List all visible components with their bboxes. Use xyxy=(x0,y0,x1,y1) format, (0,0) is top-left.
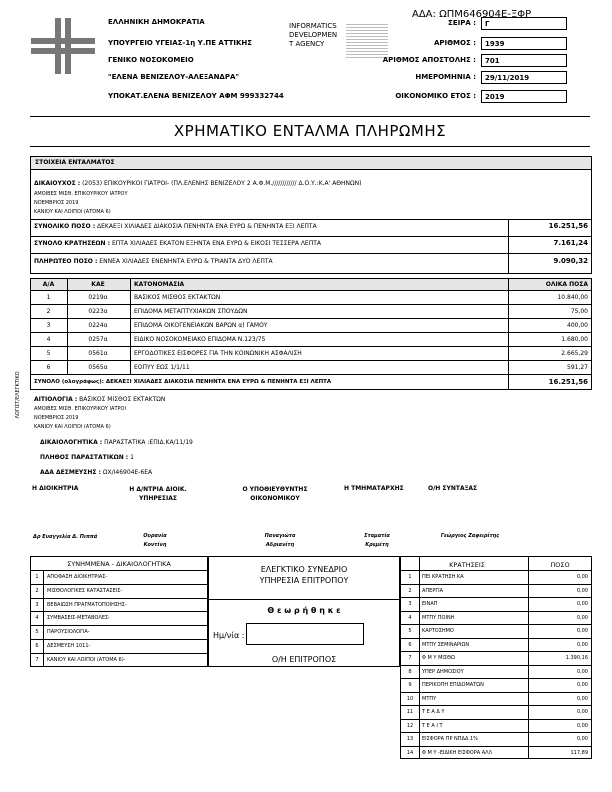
deduction-row-amount: 0,00 xyxy=(576,641,588,648)
deduction-row-number: 3 xyxy=(408,601,412,607)
doc-row-text: ΒΕΒΑΙΩΣΗ ΠΡΑΓΜΑΤΟΠΟΙΗΣΗΣ- xyxy=(47,601,127,608)
deductions-header-amount: ΠΟΣΟ xyxy=(550,561,570,569)
items-row-aa: 2 xyxy=(46,308,51,315)
doc-row-divider xyxy=(30,639,208,640)
deduction-row-amount: 1.390,16 xyxy=(565,655,588,661)
field-arithmos-value: 1939 xyxy=(481,37,567,50)
deduction-row-name: ΠΕΙ ΚΡΑΤΗΣΗ ΚΑ xyxy=(422,574,464,580)
field-apostoli-value: 701 xyxy=(481,54,567,67)
deduction-row-name: ΠΕΡΙΚΟΠΗ ΕΠΙΔΟΜΑΤΩΝ xyxy=(422,682,484,688)
items-row-divider xyxy=(30,304,592,305)
field-date-label: ΗΜΕΡΟΜΗΝΙΑ : xyxy=(415,73,476,81)
deduction-row-name: Τ Ε Α Δ Υ xyxy=(422,709,445,715)
total-row-3 xyxy=(34,258,504,265)
header-line-4: "ΕΛΕΝΑ ΒΕΝΙΖΕΛΟΥ-ΑΛΕΞΑΝΔΡΑ" xyxy=(108,73,240,81)
supporting-docs-title: ΣΥΝΗΜΜΕΝΑ - ΔΙΚΑΙΟΛΟΓΗΤΙΚΑ xyxy=(67,560,171,568)
audit-line-1: ΕΛΕΓΚΤΙΚΟ ΣΥΝΕΔΡΙΟ xyxy=(260,565,348,574)
deduction-row-amount: 0,00 xyxy=(576,614,588,621)
deduction-row-divider xyxy=(400,597,592,598)
details-line-1: ΑΜΟΙΒΕΣ ΜΙΣΘ. ΕΠΙΚΟΥΡΙΚΟΥ ΙΑΤΡΟΥ xyxy=(34,191,128,197)
name-adrianiti: Παναγιώτα Αδριανίτη xyxy=(264,533,296,548)
deduction-row-name: Φ Μ Υ ΜΙΣΘΩ xyxy=(422,655,455,661)
doc-row-number: 6 xyxy=(35,643,39,649)
deductions-header-name: ΚΡΑΤΗΣΕΙΣ xyxy=(449,561,485,569)
items-row-aa: 6 xyxy=(46,364,51,371)
items-row-kae: 0219α xyxy=(88,294,108,301)
deduction-row-divider xyxy=(400,705,592,706)
items-row-name: ΕΟΠΥΥ ΕΩΣ 1/1/11 xyxy=(134,364,190,371)
items-row-kae: 0224α xyxy=(88,322,108,329)
items-row-name: ΕΡΓΟΔΟΤΙΚΕΣ ΕΙΣΦΟΡΕΣ ΓΙΑ ΤΗΝ ΚΟΙΝΩΝΙΚΗ ΑΣΦΑΛΙΣΗ xyxy=(134,350,302,357)
audit-footer: Ο/Η ΕΠΙΤΡΟΠΟΣ xyxy=(271,655,337,664)
deduction-row-name: ΜΤΠΥ xyxy=(422,695,437,702)
justification-line-1: ΑΜΟΙΒΕΣ ΜΙΣΘ. ΕΠΙΚΟΥΡΙΚΟΥ ΙΑΤΡΟΙ xyxy=(34,406,126,412)
doc-row-text: ΠΑΡΟΥΣΙΟΛΟΓΙΑ- xyxy=(47,629,90,636)
items-row-amount: 10.840,00 xyxy=(557,294,588,301)
plithos-label: ΠΛΗΘΟΣ ΠΑΡΑΣΤΑΤΙΚΩΝ : xyxy=(40,454,129,461)
doc-row-number: 5 xyxy=(35,629,39,636)
deduction-row-number: 5 xyxy=(408,628,412,634)
doc-row-number: 7 xyxy=(35,656,39,663)
header-line-3: ΓΕΝΙΚΟ ΝΟΣΟΚΟΜΕΙΟ xyxy=(108,56,194,64)
doc-row-divider xyxy=(30,653,208,654)
dikaiouxos-value: (2053) ΕΠΙΚΟΥΡΙΚΟΙ ΓΙΑΤΡΟΙ- (ΠΛ.ΕΛΕΝΗΣ ΒΕΝΙΖΕΛΟΥ 2 Α.Φ.Μ.//////////// Δ.Ο.Υ.:Κ.Α' ΑΘΗΝΩΝ) xyxy=(82,180,362,187)
deduction-row-divider xyxy=(400,692,592,693)
role-syntaksas: Ο/Η ΣΥΝΤΑΞΑΣ xyxy=(428,485,478,492)
doc-row-divider xyxy=(30,611,208,612)
deduction-row-divider xyxy=(400,611,592,612)
deduction-row-name: ΚΑΡΤΟΣΗΜΟ xyxy=(422,628,454,634)
deduction-row-number: 7 xyxy=(408,655,412,661)
items-row-amount: 1.680,00 xyxy=(561,336,588,343)
deduction-row-number: 11 xyxy=(406,709,414,715)
deduction-row-name: ΕΙΣΦΟΡΑ ΠΡ ΝΠΔΔ 1% xyxy=(422,736,478,742)
items-row-kae: 0257α xyxy=(88,336,108,343)
items-header-kae: ΚΑΕ xyxy=(91,281,105,288)
items-header-name: ΚΑΤΟΝΟΜΑΣΙΑ xyxy=(134,281,185,288)
ada-desmeusis xyxy=(40,469,152,476)
stamp-fine-print xyxy=(346,22,388,58)
name-kremeti: Σταματία Κρεμέτη xyxy=(364,533,390,548)
deduction-row-number: 13 xyxy=(406,736,414,742)
items-row-aa: 5 xyxy=(46,350,51,357)
role-oikonomikou: Ο ΥΠΟΘΙΕΥΘΥΝΤΗΣ ΟΙΚΟΝΟΜΙΚΟΥ xyxy=(242,486,308,502)
deduction-row-name: ΕΙΝΑΠ xyxy=(422,601,438,607)
audit-date-label: Ημ/νία : xyxy=(213,631,245,640)
field-year-value: 2019 xyxy=(481,90,567,103)
ada-desmeusis-label: ΑΔΑ ΔΕΣΜΕΥΣΗΣ : xyxy=(40,469,101,476)
details-section-title: ΣΤΟΙΧΕΙΑ ΕΝΤΑΛΜΑΤΟΣ xyxy=(31,157,591,169)
dikaiologitika-value: ΠΑΡΑΣΤΑΤΙΚΑ :ΕΠΙΔ.ΚΑ/11/19 xyxy=(104,439,193,446)
deduction-row-amount: 0,00 xyxy=(576,574,588,580)
deduction-row-amount: 0,00 xyxy=(576,587,588,594)
items-row-aa: 1 xyxy=(46,294,51,301)
deduction-row-divider xyxy=(400,584,592,585)
deduction-row-number: 10 xyxy=(406,695,414,702)
doc-row-text: ΚΑΝΙΟΥ ΚΑΙ ΛΟΙΠΟΙ (ΑΤΟΜΑ 6)- xyxy=(47,656,126,663)
name-pippa: Δρ Ευαγγελία Δ. Πιππά xyxy=(33,534,98,540)
deduction-row-amount: 0,00 xyxy=(576,709,588,715)
justification-line-2: ΝΟΕΜΒΡΙΟΣ 2019 xyxy=(34,415,79,421)
deduction-row-amount: 0,00 xyxy=(576,695,588,702)
items-row-amount: 591,27 xyxy=(567,364,588,371)
items-header-aa: Α/Α xyxy=(42,281,55,288)
doc-row-number: 2 xyxy=(35,587,39,594)
plithos-value: 1 xyxy=(130,454,134,461)
name-zafeiritis: Γεώργιος Ζαφειρίτης xyxy=(440,533,500,539)
doc-row-text: ΑΠΟΦΑΣΗ ΔΙΟΙΚΗΤΡΙΑΣ- xyxy=(47,574,108,580)
items-row-kae: 0561α xyxy=(88,350,108,357)
deduction-row-number: 12 xyxy=(406,722,414,729)
items-row-name: ΕΠΙΔΟΜΑ ΟΙΚΟΓΕΝΕΙΑΚΩΝ ΒΑΡΩΝ α) ΓΑΜΟΥ xyxy=(134,322,268,329)
field-seira-label: ΣΕΙΡΑ : xyxy=(448,19,476,27)
aitiologia-label: ΑΙΤΙΟΛΟΓΙΑ : xyxy=(34,396,78,403)
items-total-amount: 16.251,56 xyxy=(548,378,588,386)
items-row-divider xyxy=(30,346,592,347)
role-dioikitria: Η ΔΙΟΙΚΗΤΡΙΑ xyxy=(32,485,79,492)
deduction-row-amount: 0,00 xyxy=(576,628,588,634)
deduction-row-amount: 0,00 xyxy=(576,668,588,675)
digital-signature-stamp: INFORMATICS DEVELOPMEN T AGENCY xyxy=(289,22,338,48)
field-year-label: ΟΙΚΟΝΟΜΙΚΟ ΕΤΟΣ : xyxy=(395,92,476,100)
ada-desmeusis-value: ΩΧ/Ι46904Ε-6ΕΑ xyxy=(102,469,153,476)
field-seira-value: Γ xyxy=(481,17,567,30)
total-amount-1: 16.251,56 xyxy=(548,222,588,230)
role-dioik-ypiresias: Η Δ/ΝΤΡΙΑ ΔΙΟΙΚ. ΥΠΗΡΕΣΙΑΣ xyxy=(129,486,187,502)
items-row-aa: 3 xyxy=(46,322,51,329)
header-line-5: ΥΠΟΚΑΤ.ΕΛΕΝΑ ΒΕΝΙΖΕΛΟΥ ΑΦΜ 999332744 xyxy=(108,92,284,100)
total-amount-2: 7.161,24 xyxy=(553,239,588,247)
items-row-amount: 400,00 xyxy=(567,322,588,329)
dikaiologitika-label: ΔΙΚΑΙΟΛΟΓΗΤΙΚΑ : xyxy=(40,439,103,446)
doc-row-divider xyxy=(30,584,208,585)
items-row-amount: 75,00 xyxy=(570,308,588,315)
deduction-row-number: 6 xyxy=(408,641,412,648)
doc-row-divider xyxy=(30,625,208,626)
deduction-row-number: 9 xyxy=(408,682,412,688)
doc-row-divider xyxy=(30,598,208,599)
deduction-row-number: 8 xyxy=(408,668,412,675)
deduction-row-amount: 0,00 xyxy=(576,682,588,688)
audit-date-field xyxy=(246,623,364,645)
deduction-row-amount: 0,00 xyxy=(576,601,588,607)
items-row-divider xyxy=(30,360,592,361)
plithos xyxy=(40,454,134,461)
deduction-row-amount: 0,00 xyxy=(576,722,588,729)
deduction-row-number: 1 xyxy=(408,574,412,580)
items-row-kae: 0565α xyxy=(88,364,108,371)
total-text-1: ΔΕΚΑΕΞΙ ΧΙΛΙΑΔΕΣ ΔΙΑΚΟΣΙΑ ΠΕΝΗΝΤΑ ΕΝΑ ΕΥΡΩ & ΠΕΝΗΝΤΑ ΕΞΙ ΛΕΠΤΑ xyxy=(97,223,317,230)
doc-row-text: ΜΙΣΘΟΛΟΓΙΚΕΣ ΚΑΤΑΣΤΑΣΕΙΣ- xyxy=(47,587,123,594)
details-line-3: ΚΑΝΙΟΥ ΚΑΙ ΛΟΙΠΟΙ (ΑΤΟΜΑ 6) xyxy=(34,209,111,215)
doc-row-number: 3 xyxy=(35,601,39,608)
items-row-name: ΒΑΣΙΚΟΣ ΜΙΣΘΟΣ ΕΚΤΑΚΤΩΝ xyxy=(134,294,221,301)
total-row-1 xyxy=(34,223,504,230)
justification-line-3: ΚΑΝΙΟΥ ΚΑΙ ΛΟΙΠΟΙ (ΑΤΟΜΑ 6) xyxy=(34,424,111,430)
doc-row-text: ΔΕΣΜΕΥΣΗ 1011- xyxy=(47,643,91,649)
deduction-row-name: ΜΤΠΥ ΣΕΜΙΝΑΡΙΩΝ xyxy=(422,641,470,648)
doc-row-number: 4 xyxy=(35,615,39,622)
deduction-row-divider xyxy=(400,638,592,639)
items-row-kae: 0223α xyxy=(88,308,108,315)
deduction-row-amount: 0,00 xyxy=(576,736,588,742)
dikaiouxos-label: ΔΙΚΑΙΟΥΧΟΣ : xyxy=(34,180,81,187)
header-line-1: ΕΛΛΗΝΙΚΗ ΔΗΜΟΚΡΑΤΙΑ xyxy=(108,18,205,26)
total-label-3: ΠΛΗΡΩΤΕΟ ΠΟΣΟ : xyxy=(34,258,98,265)
dikaiouxos xyxy=(34,180,361,187)
deduction-row-divider xyxy=(400,678,592,679)
deduction-row-name: Φ Μ Υ -ΕΙΔΙΚΗ ΕΙΣΦΟΡΑ ΑΛΛ xyxy=(422,749,492,756)
total-label-2: ΣΥΝΟΛΟ ΚΡΑΤΗΣΕΩΝ : xyxy=(34,240,111,247)
deduction-row-name: ΑΠΕΡΓΙΑ xyxy=(422,587,444,594)
ada-label: ΑΔΑ: ΩΠΜ646904Ε-ΞΦΡ xyxy=(412,9,532,20)
hospital-cross-logo xyxy=(31,18,95,74)
items-row-aa: 4 xyxy=(46,336,51,343)
role-tmimatarxis: Η ΤΜΗΜΑΤΑΡΧΗΣ xyxy=(344,485,404,492)
items-row-name: ΕΙΔΙΚΟ ΝΟΣΟΚΟΜΕΙΑΚΟ ΕΠΙΔΟΜΑ Ν.123/75 xyxy=(134,336,266,343)
deduction-row-divider xyxy=(400,624,592,625)
deduction-row-name: Τ Ε Α Ι Τ xyxy=(422,722,443,729)
deduction-row-number: 14 xyxy=(406,749,414,756)
document-title: ΧΡΗΜΑΤΙΚΟ ΕΝΤΑΛΜΑ ΠΛΗΡΩΜΗΣ xyxy=(173,122,447,140)
field-arithmos-label: ΑΡΙΘΜΟΣ : xyxy=(433,39,476,47)
doc-row-number: 1 xyxy=(35,574,39,580)
deduction-row-name: ΥΠΕΡ ΔΗΜΟΣΙΟΥ xyxy=(422,668,464,675)
total-text-2: ΕΠΤΑ ΧΙΛΙΑΔΕΣ ΕΚΑΤΟΝ ΕΞΗΝΤΑ ΕΝΑ ΕΥΡΩ & ΕΙΚΟΣΙ ΤΕΣΣΕΡΑ ΛΕΠΤΑ xyxy=(111,240,322,247)
items-total-text: ΣΥΝΟΛΟ (ολογράφως): ΔΕΚΑΕΞΙ ΧΙΛΙΑΔΕΣ ΔΙΑΚΟΣΙΑ ΠΕΝΗΝΤΑ ΕΝΑ ΕΥΡΩ & ΠΕΝΗΝΤΑ ΕΞΙ ΛΕΠΤΑ xyxy=(34,379,332,385)
items-header-amount: ΟΛΙΚΑ ΠΟΣΑ xyxy=(545,281,588,288)
deduction-row-number: 2 xyxy=(408,587,412,594)
deduction-row-amount: 117,89 xyxy=(570,749,588,756)
name-kontini: Ουρανία Κοντίνη xyxy=(143,533,167,548)
items-row-amount: 2.665,29 xyxy=(561,350,588,357)
deduction-row-divider xyxy=(400,665,592,666)
audit-seen: Θ ε ω ρ ή θ η κ ε xyxy=(267,606,341,615)
aitiologia xyxy=(34,396,165,403)
audit-line-2: ΥΠΗΡΕΣΙΑ ΕΠΙΤΡΟΠΟΥ xyxy=(259,576,349,585)
aitiologia-value: ΒΑΣΙΚΟΣ ΜΙΣΘΟΣ ΕΚΤΑΚΤΩΝ xyxy=(79,396,166,403)
total-row-2 xyxy=(34,240,504,247)
deduction-row-number: 4 xyxy=(408,614,412,621)
doc-row-text: ΣΥΜΒΑΣΕΙΣ-ΜΕΤΑΒΟΛΕΣ- xyxy=(47,615,110,622)
dikaiologitika xyxy=(40,439,193,446)
items-row-divider xyxy=(30,318,592,319)
deduction-row-divider xyxy=(400,651,592,652)
total-amount-3: 9.090,32 xyxy=(553,257,588,265)
deduction-row-divider xyxy=(400,732,592,733)
details-line-2: ΝΟΕΜΒΡΙΟΣ 2019 xyxy=(34,200,79,206)
items-row-divider xyxy=(30,332,592,333)
deduction-row-divider xyxy=(400,746,592,747)
field-apostoli-label: ΑΡΙΘΜΟΣ ΑΠΟΣΤΟΛΗΣ : xyxy=(382,56,476,64)
deduction-row-divider xyxy=(400,719,592,720)
total-text-3: ΕΝΝΕΑ ΧΙΛΙΑΔΕΣ ΕΝΕΝΗΝΤΑ ΕΥΡΩ & ΤΡΙΑΝΤΑ ΔΥΟ ΛΕΠΤΑ xyxy=(99,258,273,265)
header-line-2: ΥΠΟΥΡΓΕΙΟ ΥΓΕΙΑΣ-1η Υ.ΠΕ ΑΤΤΙΚΗΣ xyxy=(108,39,253,47)
total-label-1: ΣΥΝΟΛΙΚΟ ΠΟΣΟ : xyxy=(34,223,96,230)
field-date-value: 29/11/2019 xyxy=(481,71,567,84)
side-vertical-label: ΛΟΓΙΣΤ/ΕΛΕΓΚΤΙΚΟ xyxy=(15,371,21,419)
deduction-row-name: ΜΤΠΥ ΠΟΙΝΗ xyxy=(422,614,455,621)
items-row-name: ΕΠΙΔΟΜΑ ΜΕΤΑΠΤΥΧΙΑΚΩΝ ΣΠΟΥΔΩΝ xyxy=(134,308,248,315)
